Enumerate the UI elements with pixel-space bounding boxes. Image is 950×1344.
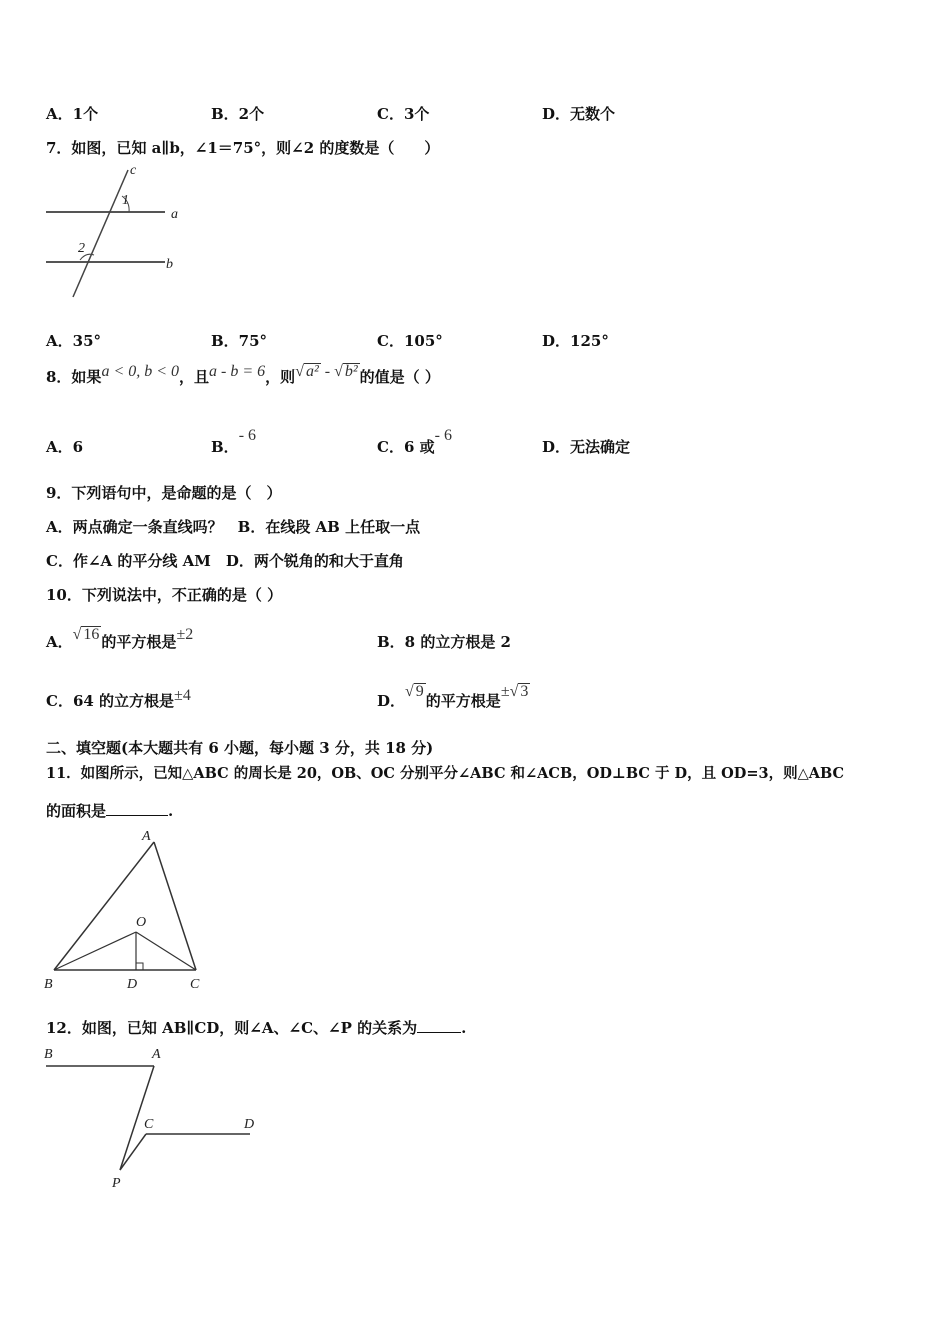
q12-figure [40, 1042, 270, 1192]
q8-option-c: C．6 或- 6 [377, 427, 452, 456]
segment-PC [120, 1134, 146, 1170]
label-C: C [190, 977, 200, 992]
label-B: B [44, 1047, 53, 1062]
label-2: 2 [78, 241, 85, 256]
q7-option-a: A．35° [46, 332, 102, 350]
label-c: c [130, 163, 137, 178]
q6-option-c: C．3个 [377, 105, 430, 123]
q6-option-b: B．2个 [211, 105, 265, 123]
q11-stem-line1: 11．如图所示，已知△ABC 的周长是 20，OB、OC 分别平分∠ABC 和∠ACB，OD⊥BC 于 D，且 OD=3，则△ABC [46, 765, 845, 782]
q11-answer-blank[interactable] [106, 815, 168, 816]
side-AB [54, 842, 154, 970]
q10-option-c: C．64 的立方根是±4 [46, 687, 191, 710]
q9-stem: 9．下列语句中，是命题的是（ ） [46, 484, 282, 502]
q11-figure [40, 826, 220, 996]
q7-figure [40, 162, 190, 302]
q6-option-a: A．1个 [46, 105, 99, 123]
label-D: D [244, 1117, 255, 1132]
label-D: D [127, 977, 138, 992]
label-b: b [166, 257, 173, 272]
q9-options-line2: C．作∠A 的平分线 AM D．两个锐角的和大于直角 [46, 552, 404, 570]
q7-option-b: B．75° [211, 332, 268, 350]
q7-option-d: D．125° [542, 332, 609, 350]
label-P: P [112, 1176, 121, 1191]
q8-option-d: D．无法确定 [542, 438, 631, 456]
q10-option-d: D．√ 9的平方根是±√ 3 [377, 683, 529, 710]
label-A: A [142, 829, 151, 844]
segment-OB [54, 932, 136, 970]
q10-option-b: B．8 的立方根是 2 [377, 633, 511, 651]
label-B: B [44, 977, 53, 992]
q8-option-a: A．6 [46, 438, 84, 456]
label-C: C [144, 1117, 154, 1132]
q7-stem: 7．如图，已知 a∥b，∠1＝75°，则∠2 的度数是（ ） [46, 139, 440, 157]
section2-title: 二、填空题(本大题共有 6 小题，每小题 3 分，共 18 分) [46, 739, 434, 757]
q7-option-c: C．105° [377, 332, 443, 350]
q11-stem-line2: 的面积是 . [46, 802, 174, 820]
q9-options-line1: A．两点确定一条直线吗？ B．在线段 AB 上任取一点 [46, 518, 421, 536]
q12-stem: 12．如图，已知 AB∥CD，则∠A、∠C、∠P 的关系为 . [46, 1019, 467, 1037]
segment-OC [136, 932, 196, 970]
q12-answer-blank[interactable] [417, 1032, 461, 1033]
label-O: O [136, 915, 147, 930]
right-angle-mark [136, 963, 143, 970]
label-A: A [152, 1047, 161, 1062]
q6-option-d: D．无数个 [542, 105, 616, 123]
q8-option-b: B．- 6 [211, 427, 257, 456]
q10-stem: 10．下列说法中，不正确的是（ ） [46, 586, 283, 604]
label-a: a [171, 207, 178, 222]
q8-stem: 8．如果a < 0, b < 0，且a - b = 6，则√ a² - √ b² 的值是（ ） [46, 363, 440, 386]
label-1: 1 [122, 193, 129, 208]
line-c [73, 170, 128, 297]
q10-option-a: A．√ 16 的平方根是±2 [46, 626, 194, 651]
side-AC [154, 842, 196, 970]
